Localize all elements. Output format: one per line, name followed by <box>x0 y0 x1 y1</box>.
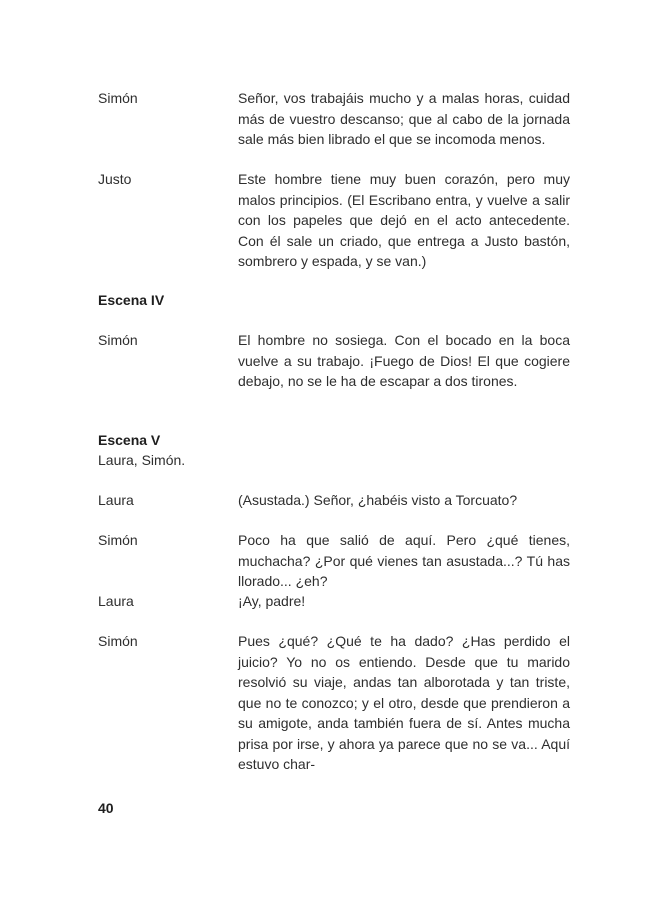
speech-text: (Asustada.) Señor, ¿habéis visto a Torcuato? <box>238 492 518 508</box>
page-number: 40 <box>98 800 114 816</box>
speaker-name: Simón <box>98 633 138 649</box>
speaker-name: Justo <box>98 171 132 187</box>
speaker-name: Simón <box>98 532 138 548</box>
speech-text: El hombre no sosiega. Con el bocado en la boca vuelve a su trabajo. ¡Fuego de Dios! El que cogiere debajo, no se le ha de escapar a dos tirones. <box>238 332 570 389</box>
scene-heading: Escena IV <box>98 292 165 308</box>
speaker-name: Laura <box>98 593 134 609</box>
speech-text: Poco ha que salió de aquí. Pero ¿qué tienes, muchacha? ¿Por qué vienes tan asustada...? Tú has llorado... ¿eh? <box>238 532 570 589</box>
speech-text: ¡Ay, padre! <box>238 593 306 609</box>
speaker-name: Simón <box>98 90 138 106</box>
scene-heading: Escena V <box>98 432 161 448</box>
speech-text: Este hombre tiene muy buen corazón, pero muy malos principios. (El Escribano entra, y vuelve a salir con los papeles que dejó en el acto antecedente. Con él sale un criado, que entrega a Justo bastón, sombrero y espada, y se van.) <box>238 171 570 269</box>
scene-characters: Laura, Simón. <box>98 452 186 468</box>
speaker-name: Simón <box>98 332 138 348</box>
speech-text: Pues ¿qué? ¿Qué te ha dado? ¿Has perdido el juicio? Yo no os entiendo. Desde que tu marido resolvió su viaje, andas tan alborotada y tan triste, que no te conozco; y el otro, desde que prendieron a su amigote, anda también fuera de sí. Antes mucha prisa por irse, y ahora ya parece que no se va... Aquí estuvo char- <box>238 633 570 772</box>
speech-text: Señor, vos trabajáis mucho y a malas horas, cuidad más de vuestro descanso; que al cabo de la jornada sale más bien librado el que se incomoda menos. <box>238 90 570 147</box>
speaker-name: Laura <box>98 492 134 508</box>
